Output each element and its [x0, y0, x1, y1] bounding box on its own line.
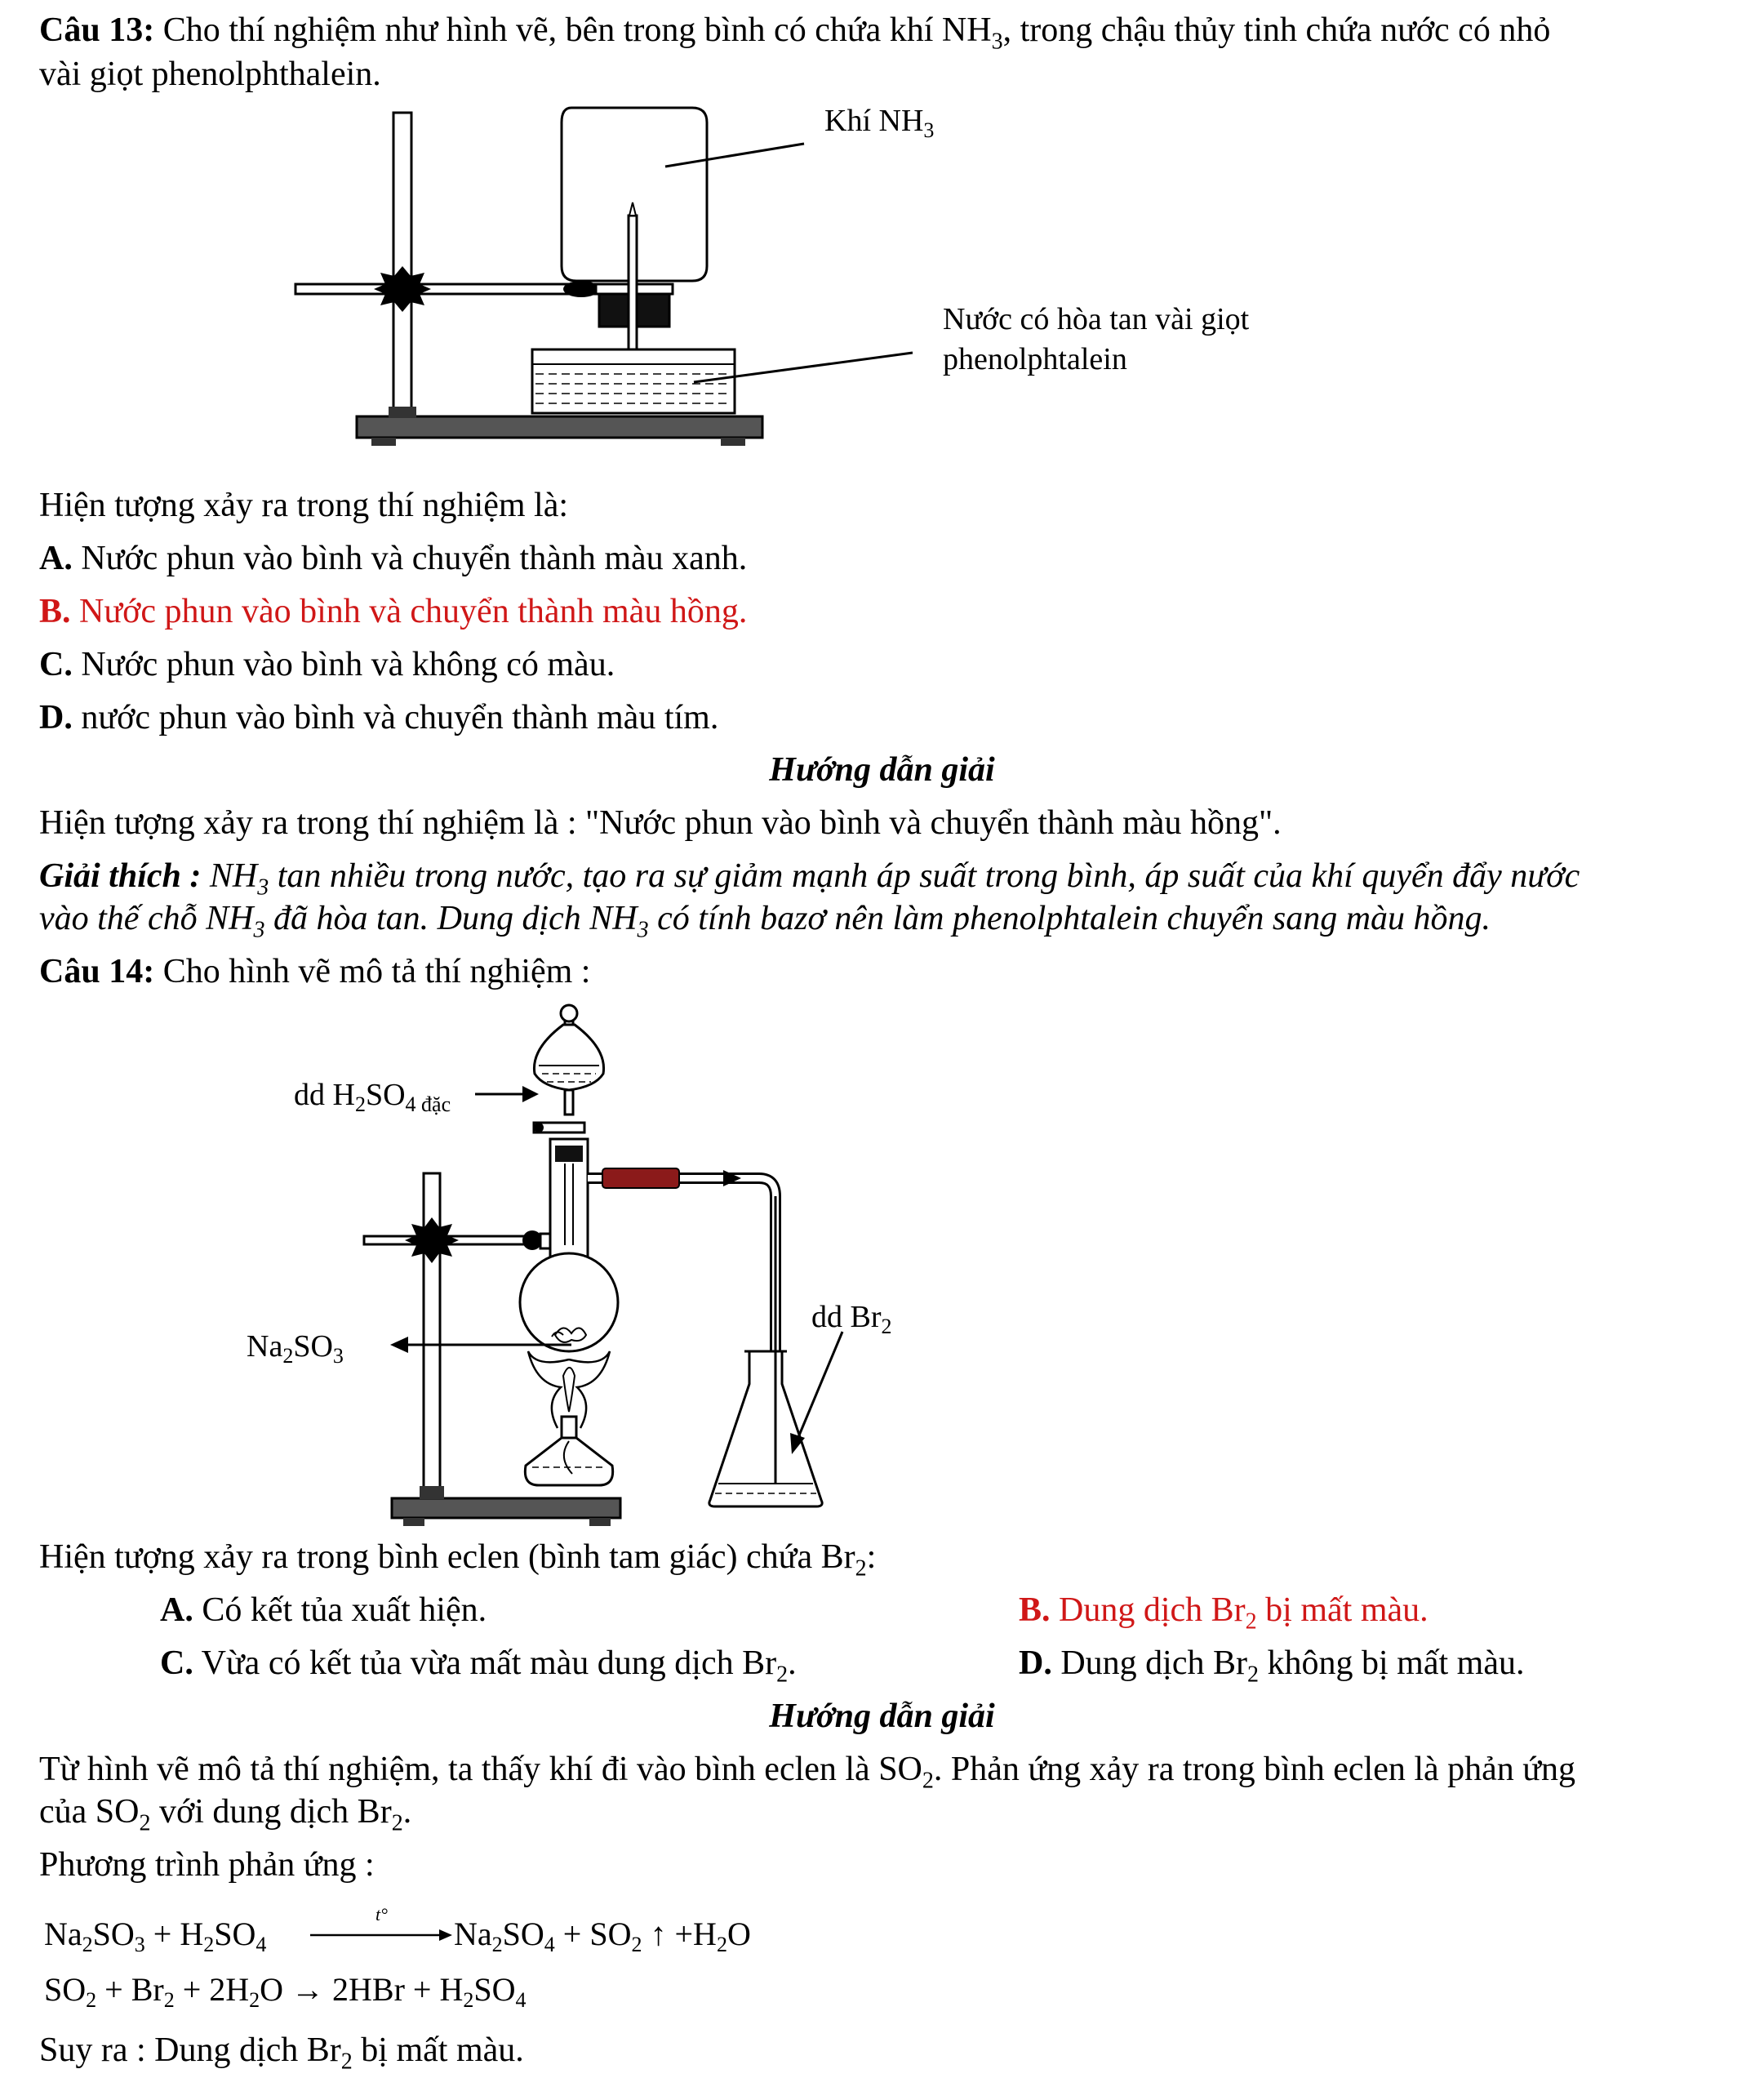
reaction-equations: [39, 1902, 937, 2025]
label-water-line1: Nước có hòa tan vài giọt: [943, 302, 1250, 336]
q13-line2: vài giọt phenolphthalein.: [39, 56, 381, 93]
q13-explain-line2: vào thế chỗ $NH_3$ đã hòa tan. Dung dịch $NH_3$ có tính bazơ nên làm phenolphtalein chuyển sang màu hồng.: [39, 900, 1491, 943]
q13-explain-line1: Giải thích : $NH_3$ tan nhiều trong nước, tạo ra sự giảm mạnh áp suất trong bình, áp suất của khí quyển đẩy nước: [39, 857, 1580, 901]
q13-option-c: C. Nước phun vào bình và không có màu.: [39, 646, 615, 683]
equation-1-condition: t°: [375, 1904, 388, 1924]
q13-text: Cho thí nghiệm như hình vẽ, bên trong bình có chứa khí NH: [162, 11, 992, 49]
q13-answer-line: Hiện tượng xảy ra trong thí nghiệm là : "Nước phun vào bình và chuyển thành màu hồng".: [39, 804, 1282, 842]
label-br2: dd $Br_2$: [811, 1300, 892, 1338]
q14-option-a: A. Có kết tủa xuất hiện.: [160, 1591, 487, 1629]
q13-option-b-correct: B. Nước phun vào bình và chuyển thành màu hồng.: [39, 593, 748, 630]
q14-line1: Câu 14: Cho hình vẽ mô tả thí nghiệm :: [39, 953, 591, 990]
label-nh3-gas: Khí $NH_3$: [824, 104, 935, 142]
figure-so2-experiment: [0, 1000, 1764, 1531]
q14-option-c: C. Vừa có kết tủa vừa mất màu dung dịch $Br_2$.: [160, 1644, 797, 1688]
q13-prompt: Hiện tượng xảy ra trong thí nghiệm là:: [39, 487, 569, 524]
q14-eq-title: Phương trình phản ứng :: [39, 1846, 375, 1884]
q13-option-a: A. Nước phun vào bình và chuyển thành màu xanh.: [39, 540, 748, 577]
figure-nh3-experiment: [0, 90, 1764, 465]
q14-option-b-correct: B. Dung dịch $Br_2$ bị mất màu.: [1019, 1591, 1429, 1635]
q13-option-d: D. nước phun vào bình và chuyển thành màu tím.: [39, 699, 719, 736]
label-h2so4: dd $H_2SO_{4 đặc}$: [294, 1078, 451, 1116]
q14-guide-title: Hướng dẫn giải: [769, 1698, 995, 1735]
q14-conclusion: Suy ra : Dung dịch $Br_2$ bị mất màu.: [39, 2031, 524, 2075]
label-na2so3: $Na_2SO_3$: [247, 1329, 344, 1368]
equation-1-products: $Na_2SO_4 + SO_2$ ↑ $+H_2O$: [454, 1916, 751, 1956]
q13-guide-title: Hướng dẫn giải: [769, 751, 995, 789]
q14-prompt: Hiện tượng xảy ra trong bình eclen (bình tam giác) chứa $Br_2$:: [39, 1538, 877, 1582]
q14-guide-line2: của $SO_2$ với dung dịch $Br_2$.: [39, 1793, 412, 1836]
q13-line1: Câu 13: Cho thí nghiệm như hình vẽ, bên trong bình có chứa khí $NH_3$, trong chậu thủy tinh chứa nước có nhỏ: [39, 11, 1551, 55]
q14-option-d: D. Dung dịch $Br_2$ không bị mất màu.: [1019, 1644, 1525, 1688]
equation-1-reactants: $Na_2SO_3 + H_2SO_4$: [44, 1916, 267, 1956]
q14-label: Câu 14:: [39, 953, 155, 990]
label-water-line2: phenolphtalein: [943, 342, 1127, 376]
q13-label: Câu 13:: [39, 11, 155, 49]
equation-2: $SO_2 + Br_2 + 2H_2O \to 2HBr + H_2SO_4$: [44, 1971, 527, 2012]
q14-guide-line1: Từ hình vẽ mô tả thí nghiệm, ta thấy khí đi vào bình eclen là $SO_2$. Phản ứng xảy ra trong bình eclen là phản ứng: [39, 1751, 1576, 1794]
